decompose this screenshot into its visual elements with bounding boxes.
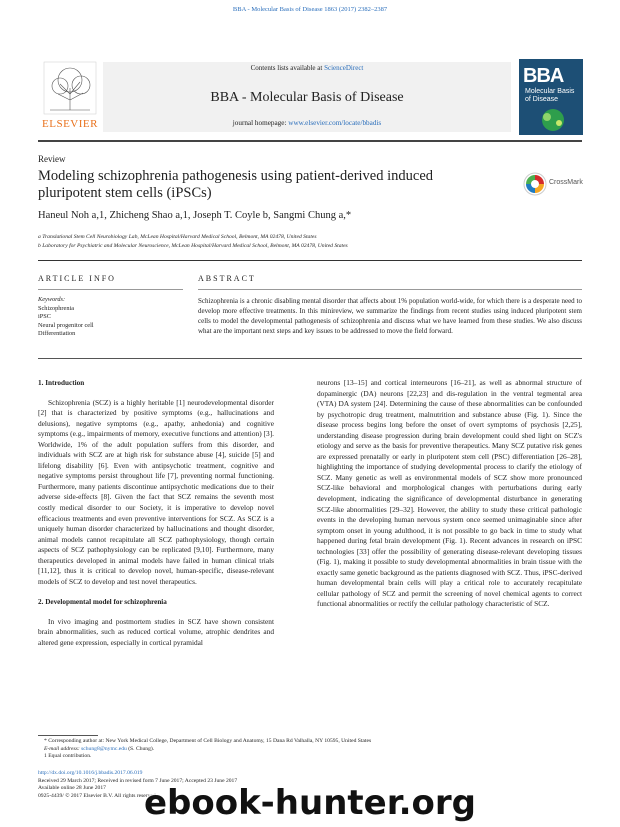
journal-title: BBA - Molecular Basis of Disease	[210, 90, 404, 105]
copyright: 0925-4439/ © 2017 Elsevier B.V. All rights reserved.	[38, 792, 158, 799]
section2-paragraph: In vivo imaging and postmortem studies in SCZ have shown consistent brain abnormalities, such as reduced cortical volume, atrophic dendrites and altered gene expression, especially in cortical pyramidal	[38, 616, 274, 648]
keyword: Schizophrenia	[38, 304, 75, 312]
keyword: iPSC	[38, 313, 51, 321]
intro-paragraph: Schizophrenia (SCZ) is a highly heritable [1] neurodevelopmental disorder [2] that is characterized by positive symptoms (e.g., hallucinations and delusions), negative symptoms (e.g., apathy, anhedonia) and cognitive symptoms (e.g., impairments of memory, executive functions and attention) [3]. Worldwide, 1% of the adult population suffers from this disorder, and individuals with SCZ are at high risk for substance abuse [4], suicide [5] and lifelong disability [6]. Even with antipsychotic treatment, cognitive and negative symptoms persist throughout life [7], preventing normal functioning. Furthermore, many patients discontinue antipsychotic medications due to their adverse side-effects [8]. Given the fact that SCZ remains the seventh most costly medical disorder to our Society, it is imperative to develop novel efficacious treatments and even preventive interventions for SCZ. As SCZ is a uniquely human disorder characterized by hallucinations and thought disorder, animal models cannot recapitulate all SCZ pathophysiology, though certain aspects of SCZ pathophysiology can be replicated [9,10]. Furthermore, many therapeutics developed in animal models have failed in human clinical trials [11,12], thus it is critical to develop novel, human-specific, disease-relevant models of SCZ to develop and test novel therapeutics.	[38, 397, 274, 586]
doi-link[interactable]: http://dx.doi.org/10.1016/j.bbadis.2017.06.019	[38, 770, 143, 776]
homepage-link[interactable]: www.elsevier.com/locate/bbadis	[288, 119, 382, 127]
affiliation-a: a Translational Stem Cell Neurobiology Lab, McLean Hospital/Harvard Medical School, Belmont, MA 02478, United States	[38, 234, 317, 240]
body-divider	[38, 358, 582, 359]
affiliation-b: b Laboratory for Psychiatric and Molecular Neuroscience, McLean Hospital/Harvard Medical School, Belmont, MA 02478, United States	[38, 243, 348, 249]
keyword: Neural progenitor cell	[38, 321, 94, 329]
abstract-underline	[198, 289, 582, 290]
right-column	[317, 378, 582, 610]
cover-subtitle: Molecular Basis of Disease	[525, 88, 575, 103]
equal-contribution-note: 1 Equal contribution.	[44, 753, 92, 760]
received-dates: Received 29 March 2017; Received in revised form 7 June 2017; Accepted 23 June 2017	[38, 777, 238, 784]
elsevier-tree-logo	[40, 60, 100, 132]
email-link[interactable]: schung8@nymc.edu	[81, 745, 127, 752]
left-column	[38, 378, 274, 649]
article-title: Modeling schizophrenia pathogenesis using patient-derived induced pluripotent stem cells (iPSCs)	[38, 168, 434, 201]
contents-line	[103, 64, 511, 72]
sciencedirect-link[interactable]: ScienceDirect	[324, 64, 364, 72]
journal-cover	[519, 59, 583, 135]
abstract-heading: ABSTRACT	[198, 274, 256, 283]
right-paragraph: neurons [13–15] and cortical interneurons [16–21], as well as abnormal structure of dopaminergic (DA) neurons [22,23] and dis-regulation in the ventral tegmental area (VTA) DA system [24]. Determining the cause of these abnormalities can be confounded by psychotropic drug treatment, malnutrition and substance abuse (Fig. 1). Since the disease process begins long before the onset of overt symptoms of psychosis [2,25], understanding disease progression during brain development could shed light on SCZ's etiology and serve as the basis for preventive therapeutics. Many SCZ putative risk genes are expressed prenatally or early in pluripotent stem cell (PSC) differentiation [26–28], highlighting the importance of studying developmental process to clarify the etiology of SCZ. Many genetic as well as environmental models of SCZ show more pronounced SCZ-like behavioral and morphological changes with perturbations during early development, indicating the significance of developmental disturbance in generating SCZ-like abnormalities [29–32]. However, the ability to study these critical pathologic events in the developing human nervous system once seemed unimaginable since after symptom onset in young adulthood, it is not possible to go back in time to study what happened during fetal brain development (Fig. 1). Recent advances in research on iPSC technologies [33] offer the possibility of generating disease-relevant developing tissues (Fig. 1), making it possible to study developmental abnormalities in brain tissue with the exactly same genetic background as the patients diagnosed with SCZ. Thus, iPSC-derived human developmental brain cells will play a critical role to accurately recapitulate cellular pathology of SCZ and permit the screening of novel chemical agents to correct functional abnormalities or rectify the cellular pathology characteristic of SCZ.	[317, 378, 582, 609]
crossmark-label: CrossMark	[549, 179, 583, 186]
info-underline	[38, 289, 183, 290]
abstract-text: Schizophrenia is a chronic disabling mental disorder that affects about 1% population world-wide, for which there is a desperate need to develop more effective treatments. In this minireview, we summarize the findings from recent studies using induced pluripotent stem cells to model the developmental pathogenesis of schizophrenia and discuss what we have learned from these studies. We also discuss what are the important next steps and key issues to be addressed to move the field forward.	[198, 297, 582, 335]
journal-citation-link[interactable]: BBA - Molecular Basis of Disease 1863 (2017) 2382–2387	[232, 6, 388, 13]
article-info-heading: ARTICLE INFO	[38, 274, 116, 283]
publisher-name: ELSEVIER	[42, 118, 98, 130]
email-label: E-mail address:	[44, 745, 82, 752]
keyword: Differentiation	[38, 330, 76, 338]
keywords-label: Keywords:	[38, 296, 66, 303]
info-divider	[38, 260, 582, 261]
homepage-prefix: journal homepage:	[232, 119, 289, 127]
section2-heading: 2. Developmental model for schizophrenia	[38, 598, 167, 607]
header-divider	[38, 140, 582, 142]
crossmark-icon	[523, 172, 547, 196]
author-list: Haneul Noh a,1, Zhicheng Shao a,1, Joseph T. Coyle b, Sangmi Chung a,*	[38, 210, 352, 221]
corresponding-author-note: * Corresponding author at: New York Medical College, Department of Cell Biology and Anatomy, 15 Dana Rd Valhalla, NY 10595, United States	[44, 738, 372, 744]
intro-heading: 1. Introduction	[38, 379, 85, 387]
online-date: Available online 28 June 2017	[38, 785, 106, 792]
homepage-line	[103, 119, 511, 127]
contents-prefix: Contents lists available at	[250, 64, 325, 72]
email-suffix: (S. Chung).	[126, 745, 155, 752]
footnote-divider	[38, 735, 98, 736]
article-type: Review	[38, 154, 66, 164]
cover-title: BBA	[523, 65, 564, 87]
keywords-block	[38, 296, 94, 339]
watermark-text: ebook-hunter.org	[143, 783, 477, 823]
footnotes	[44, 738, 371, 761]
cover-image	[533, 107, 573, 133]
crossmark-badge[interactable]	[523, 172, 585, 196]
